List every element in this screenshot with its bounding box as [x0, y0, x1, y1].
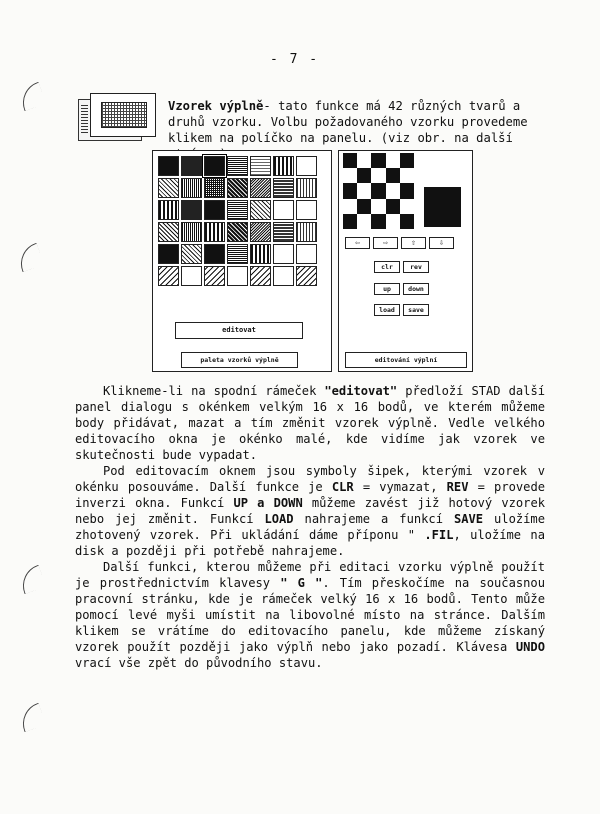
pattern-swatch[interactable]: [204, 200, 225, 220]
pattern-swatch[interactable]: [227, 156, 248, 176]
pattern-swatch[interactable]: [273, 222, 294, 242]
punch-hole-mark: [17, 82, 46, 111]
punch-hole-mark: [17, 565, 46, 594]
pattern-swatch[interactable]: [250, 244, 271, 264]
canvas-pixel-block[interactable]: [357, 153, 371, 168]
load-button[interactable]: load: [374, 304, 400, 316]
arrow-left-button[interactable]: ⇦: [345, 237, 370, 249]
pattern-swatch[interactable]: [181, 156, 202, 176]
canvas-pixel-block[interactable]: [357, 199, 371, 214]
pattern-grid: [158, 156, 317, 286]
arrow-buttons: [345, 237, 454, 249]
pattern-swatch[interactable]: [296, 266, 317, 286]
pattern-swatch[interactable]: [250, 200, 271, 220]
arrow-down-button[interactable]: ⇩: [429, 237, 454, 249]
canvas-pixel-block[interactable]: [371, 183, 385, 198]
pattern-swatch[interactable]: [181, 222, 202, 242]
pattern-editor-panel: [338, 150, 473, 372]
canvas-pixel-block[interactable]: [400, 199, 414, 214]
canvas-pixel-block[interactable]: [343, 168, 357, 183]
pattern-swatch[interactable]: [250, 266, 271, 286]
pattern-swatch[interactable]: [158, 266, 179, 286]
pattern-swatch[interactable]: [158, 156, 179, 176]
pattern-swatch[interactable]: [250, 178, 271, 198]
pattern-swatch[interactable]: [296, 244, 317, 264]
pattern-swatch[interactable]: [158, 244, 179, 264]
body-text: [75, 383, 545, 671]
pattern-swatch[interactable]: [181, 200, 202, 220]
canvas-pixel-block[interactable]: [371, 153, 385, 168]
canvas-pixel-block[interactable]: [386, 153, 400, 168]
pattern-swatch[interactable]: [158, 178, 179, 198]
pattern-swatch[interactable]: [181, 244, 202, 264]
pattern-swatch[interactable]: [250, 222, 271, 242]
save-button[interactable]: save: [403, 304, 429, 316]
canvas-pixel-block[interactable]: [357, 168, 371, 183]
pattern-swatch[interactable]: [158, 200, 179, 220]
canvas-pixel-block[interactable]: [386, 199, 400, 214]
pattern-swatch[interactable]: [204, 156, 225, 176]
canvas-pixel-block[interactable]: [343, 153, 357, 168]
pattern-swatch[interactable]: [181, 266, 202, 286]
paragraph-2: Pod editovacím oknem jsou symboly šipek, kterými vzorek v okénku posouváme. Další funkce je CLR = vymazat, REV = provede inverzi okna. Funkcí UP a DOWN můžeme zavést již hotový vzorek nebo jej změnit. Funkcí LOAD nahrajeme a funkcí SAVE uložíme zhotovený vzorek. Při ukládání dáme příponu " .FIL, uložíme na disk a později při potřebě nahrajeme.: [75, 464, 546, 558]
pattern-swatch[interactable]: [227, 244, 248, 264]
pattern-palette-panel: [152, 150, 332, 372]
pattern-swatch[interactable]: [273, 156, 294, 176]
clr-button[interactable]: clr: [374, 261, 400, 273]
pattern-preview: [424, 187, 461, 227]
pattern-swatch[interactable]: [227, 266, 248, 286]
arrow-right-button[interactable]: ⇨: [373, 237, 398, 249]
pattern-swatch[interactable]: [273, 200, 294, 220]
canvas-pixel-block[interactable]: [400, 183, 414, 198]
up-button[interactable]: up: [374, 283, 400, 295]
pattern-swatch[interactable]: [273, 266, 294, 286]
pattern-swatch[interactable]: [227, 178, 248, 198]
canvas-pixel-block[interactable]: [371, 214, 385, 229]
edit-button[interactable]: editovat: [175, 322, 303, 339]
editor-caption: editování výplní: [345, 352, 467, 368]
pattern-swatch[interactable]: [204, 178, 225, 198]
punch-hole-mark: [15, 243, 44, 272]
pattern-swatch[interactable]: [296, 200, 317, 220]
intro-text: - tato funkce má 42 různých tvarů a druhů vzorku. Volbu požadovaného vzorku provedeme klikem na políčko na panelu. (viz obr. na další: [168, 99, 528, 145]
canvas-pixel-block[interactable]: [343, 214, 357, 229]
canvas-pixel-block[interactable]: [386, 214, 400, 229]
arrow-up-button[interactable]: ⇧: [401, 237, 426, 249]
canvas-pixel-block[interactable]: [343, 199, 357, 214]
pattern-swatch[interactable]: [204, 266, 225, 286]
down-button[interactable]: down: [403, 283, 429, 295]
canvas-pixel-block[interactable]: [343, 183, 357, 198]
canvas-pixel-block[interactable]: [386, 168, 400, 183]
intro-title: Vzorek výplně: [168, 99, 264, 113]
pattern-swatch[interactable]: [158, 222, 179, 242]
punch-hole-mark: [17, 703, 46, 732]
page-number: - 7 -: [270, 52, 320, 67]
pattern-swatch[interactable]: [204, 244, 225, 264]
canvas-pixel-block[interactable]: [400, 153, 414, 168]
pattern-swatch[interactable]: [181, 178, 202, 198]
canvas-pixel-block[interactable]: [357, 183, 371, 198]
canvas-pixel-block[interactable]: [371, 168, 385, 183]
pattern-swatch[interactable]: [296, 222, 317, 242]
palette-caption: paleta vzorků výplně: [181, 352, 298, 368]
fill-pattern-icon: [78, 93, 158, 143]
pattern-swatch[interactable]: [296, 178, 317, 198]
pattern-swatch[interactable]: [250, 156, 271, 176]
canvas-pixel-block[interactable]: [357, 214, 371, 229]
pattern-swatch[interactable]: [227, 200, 248, 220]
rev-button[interactable]: rev: [403, 261, 429, 273]
canvas-pixel-block[interactable]: [371, 199, 385, 214]
paragraph-1: Klikneme-li na spodní rámeček "editovat" předloží STAD další panel dialogu s okénkem velkým 16 x 16 bodů, ve kterém můžeme body přidávat, mazat a tím změnit vzorek výplně. Vedle velkého editovacího okna je okénko malé, kde vidíme jak vzorek ve skutečnosti bude vypadat.: [75, 384, 546, 462]
pattern-swatch[interactable]: [296, 156, 317, 176]
pattern-swatch[interactable]: [204, 222, 225, 242]
canvas-pixel-block[interactable]: [400, 168, 414, 183]
paragraph-3: Další funkci, kterou můžeme při editaci vzorku výplně použít je prostřednictvím klavesy " G ". Tím přeskočíme na současnou pracovní stránku, kde je rámeček velký 16 x 16 bodů. Tento může pomocí levé myši umístit na libovolné místo na stránce. Dalším klikem se vrátíme do editovacího panelu, kde můžeme získaný vzorek použít později jako výplň nebo jako pozadí. Klávesa UNDO vrací vše zpět do původního stavu.: [75, 560, 545, 670]
pattern-swatch[interactable]: [227, 222, 248, 242]
edit-canvas[interactable]: [343, 153, 414, 229]
pattern-swatch[interactable]: [273, 178, 294, 198]
canvas-pixel-block[interactable]: [400, 214, 414, 229]
pattern-swatch[interactable]: [273, 244, 294, 264]
canvas-pixel-block[interactable]: [386, 183, 400, 198]
